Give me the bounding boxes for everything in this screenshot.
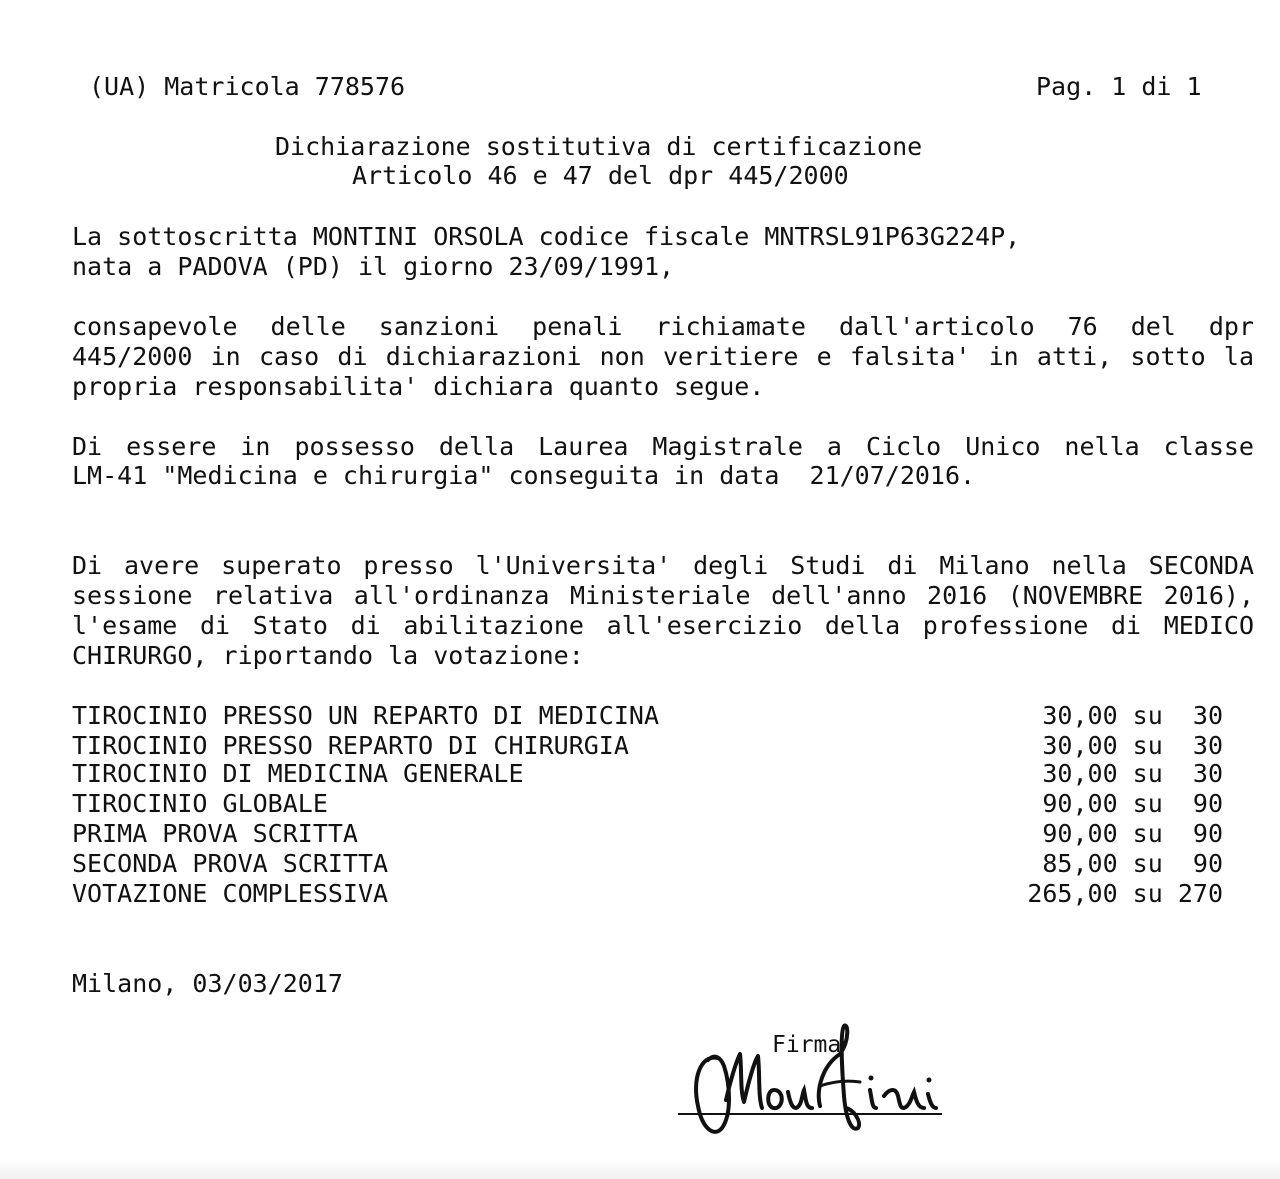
grade-label: SECONDA PROVA SCRITTA [72, 849, 389, 878]
grade-label: TIROCINIO DI MEDICINA GENERALE [72, 759, 524, 788]
esame-line-2: sessione relativa all'ordinanza Ministeriale dell'anno 2016 (NOVEMBRE 2016), [72, 581, 1254, 610]
document-subtitle: Articolo 46 e 47 del dpr 445/2000 [352, 161, 849, 190]
grade-score: 90,00 su 90 [1042, 789, 1223, 818]
grade-label: TIROCINIO PRESSO UN REPARTO DI MEDICINA [72, 701, 659, 730]
grade-score: 30,00 su 30 [1042, 731, 1223, 760]
signature-area [670, 1010, 970, 1160]
identity-line-1: La sottoscritta MONTINI ORSOLA codice fiscale MNTRSL91P63G224P, [72, 222, 1021, 251]
place-date: Milano, 03/03/2017 [72, 969, 343, 998]
esame-line-1: Di avere superato presso l'Universita' degli Studi di Milano nella SECONDA [72, 551, 1254, 580]
grade-label: TIROCINIO PRESSO REPARTO DI CHIRURGIA [72, 731, 629, 760]
grade-label: TIROCINIO GLOBALE [72, 789, 328, 818]
page-number: Pag. 1 di 1 [1036, 72, 1202, 101]
grade-score: 30,00 su 30 [1042, 759, 1223, 788]
grade-total-label: VOTAZIONE COMPLESSIVA [72, 879, 389, 908]
grade-score: 85,00 su 90 [1042, 849, 1223, 878]
grade-label: PRIMA PROVA SCRITTA [72, 819, 358, 848]
laurea-line-2: LM-41 "Medicina e chirurgia" conseguita in data 21/07/2016. [72, 461, 976, 490]
grade-total-score: 265,00 su 270 [1027, 879, 1223, 908]
esame-line-3: l'esame di Stato di abilitazione all'esercizio della professione di MEDICO [72, 611, 1254, 640]
matricola-number: (UA) Matricola 778576 [89, 72, 406, 101]
consapevole-line-2: 445/2000 in caso di dichiarazioni non veritiere e falsita' in atti, sotto la [72, 342, 1254, 371]
grade-score: 90,00 su 90 [1042, 819, 1223, 848]
handwritten-signature [670, 1010, 970, 1160]
page-bottom-edge [0, 1158, 1280, 1179]
esame-line-4: CHIRURGO, riportando la votazione: [72, 641, 584, 670]
document-title: Dichiarazione sostitutiva di certificazione [275, 132, 923, 161]
grade-score: 30,00 su 30 [1042, 701, 1223, 730]
identity-line-2: nata a PADOVA (PD) il giorno 23/09/1991, [72, 252, 675, 281]
laurea-line-1: Di essere in possesso della Laurea Magistrale a Ciclo Unico nella classe [72, 432, 1254, 461]
consapevole-line-1: consapevole delle sanzioni penali richiamate dall'articolo 76 del dpr [72, 312, 1254, 341]
signature-label: Firma [772, 1032, 842, 1058]
consapevole-line-3: propria responsabilita' dichiara quanto segue. [72, 372, 765, 401]
